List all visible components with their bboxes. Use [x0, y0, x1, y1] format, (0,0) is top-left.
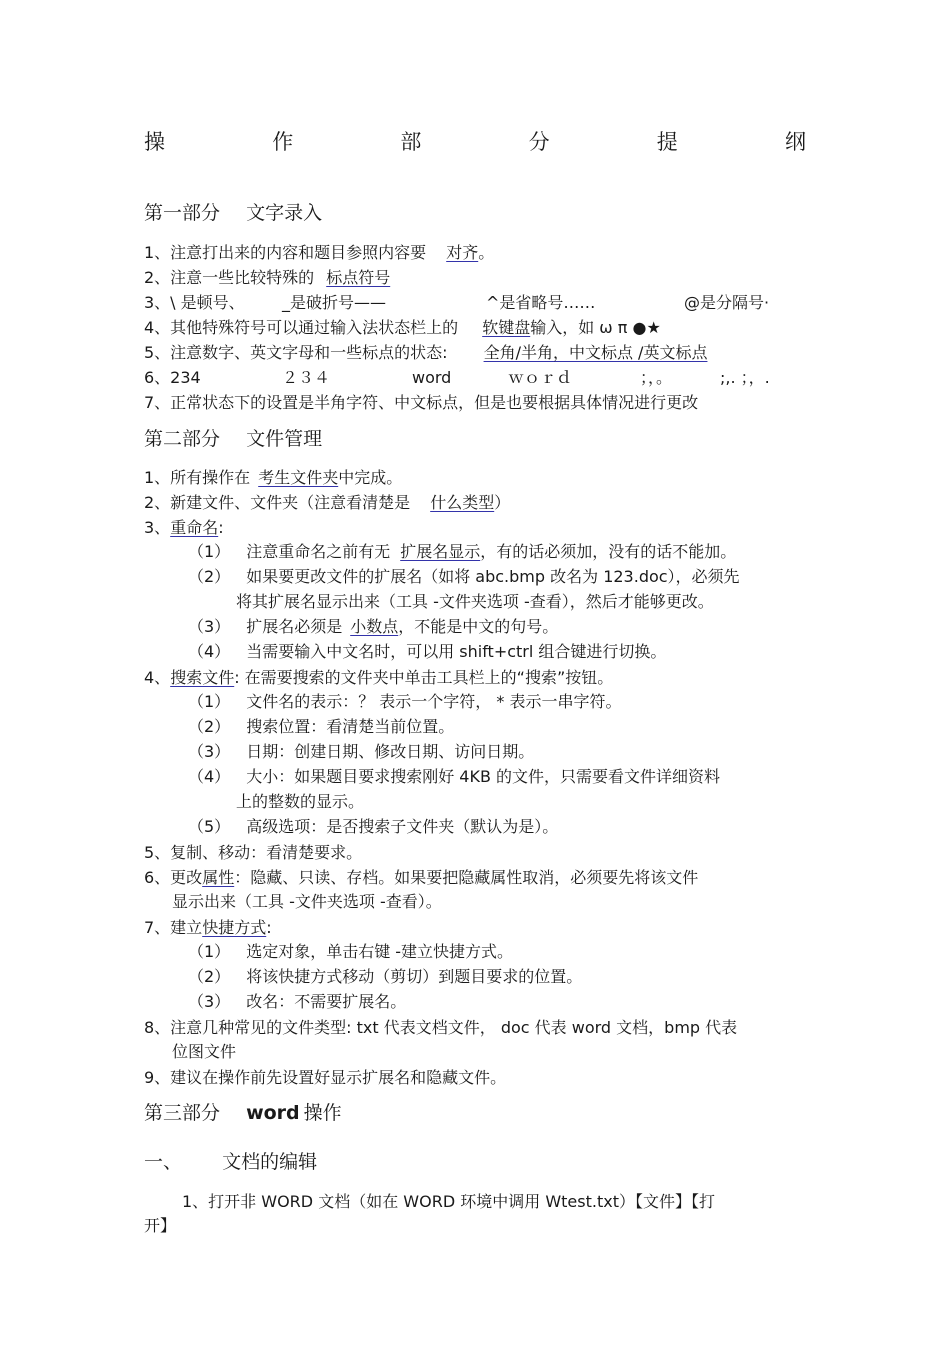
- underlined-term: 什么类型: [430, 493, 495, 512]
- underlined-term: 搜索文件: [170, 668, 235, 687]
- text: 当需要输入中文名时，可以用 shift+ctrl 组合键进行切换。: [246, 642, 667, 661]
- text: 如果要更改文件的扩展名（如将 abc.bmp 改名为 123.doc），必须先: [246, 567, 740, 586]
- text: :: [266, 918, 272, 937]
- title-char: 纲: [784, 130, 806, 154]
- text: 6、234: [144, 368, 201, 387]
- list-item: [144, 868, 698, 888]
- page-title: [144, 126, 806, 156]
- heading-text: 文件管理: [246, 428, 323, 450]
- text: 7、建立: [144, 918, 203, 937]
- underlined-term: 考生文件夹: [258, 468, 339, 487]
- sub-item-number: （4）: [188, 767, 231, 786]
- sub-item-number: （2）: [188, 717, 231, 736]
- text: 搜索位置：看清楚当前位置。: [246, 717, 455, 736]
- sub-item-continuation: 将其扩展名显示出来（工具 -文件夹选项 -查看），然后才能够更改。: [236, 592, 714, 611]
- subsection-number: 一、: [144, 1151, 183, 1173]
- text: _是破折号——: [282, 293, 387, 312]
- text: ;,. ；，.: [720, 368, 770, 387]
- list-item: 5、复制、移动：看清楚要求。: [144, 843, 363, 862]
- subsection-heading: [144, 1152, 317, 1172]
- title-char: 部: [400, 130, 422, 154]
- text: 日期：创建日期、修改日期、访问日期。: [246, 742, 535, 761]
- sub-item: [188, 692, 621, 712]
- sub-item: [188, 817, 558, 837]
- sub-item-number: （3）: [188, 742, 231, 761]
- sub-item: [188, 942, 513, 962]
- title-char: 分: [528, 130, 550, 154]
- list-item: [144, 318, 661, 338]
- text: ；，。: [640, 368, 673, 387]
- sub-item-number: （2）: [188, 967, 231, 986]
- sub-item: [188, 567, 740, 587]
- list-item-continuation: 位图文件: [172, 1042, 237, 1061]
- text: 2、新建文件、文件夹（注意看清楚是: [144, 493, 411, 512]
- section-heading-part1: [144, 203, 322, 223]
- text: 将该快捷方式移动（剪切）到题目要求的位置。: [246, 967, 583, 986]
- text: 输入，如 ω π ●★: [530, 318, 661, 337]
- sub-item-number: （3）: [188, 992, 231, 1011]
- list-item: [144, 293, 806, 313]
- text: ^是省略号……: [486, 293, 596, 312]
- text: 中完成。: [338, 468, 403, 487]
- sub-item: [188, 542, 736, 562]
- paragraph: 1、打开非 WORD 文档（如在 WORD 环境中调用 Wtest.txt）【文件】【打: [182, 1192, 715, 1211]
- underlined-term: 重命名: [170, 518, 219, 537]
- sub-item: [188, 717, 454, 737]
- text: 高级选项：是否搜索子文件夹（默认为是）。: [246, 817, 559, 836]
- text: 2、注意一些比较特殊的: [144, 268, 315, 287]
- section-heading-part3: [144, 1103, 342, 1123]
- underlined-term: 属性: [202, 868, 235, 887]
- list-item: [144, 468, 402, 488]
- underlined-term: 快捷方式: [202, 918, 267, 937]
- list-item: [144, 918, 272, 938]
- heading-number: 第三部分: [144, 1102, 221, 1124]
- title-char: 作: [272, 130, 294, 154]
- text: 1、所有操作在: [144, 468, 251, 487]
- text: 选定对象，单击右键 -建立快捷方式。: [246, 942, 514, 961]
- text: 文件名的表示：？ 表示一个字符， * 表示一串字符。: [246, 692, 622, 711]
- text: 大小：如果题目要求搜索刚好 4KB 的文件，只需要看文件详细资料: [246, 767, 721, 786]
- text: word: [412, 368, 452, 387]
- sub-item-number: （4）: [188, 642, 231, 661]
- text: 6、更改: [144, 868, 203, 887]
- subsection-text: 文档的编辑: [222, 1151, 318, 1173]
- underlined-term: 软键盘: [482, 318, 531, 337]
- list-item: [144, 268, 390, 288]
- section-heading-part2: [144, 429, 322, 449]
- list-item: [144, 368, 806, 388]
- text: : 在需要搜索的文件夹中单击工具栏上的“搜索”按钮。: [234, 668, 614, 687]
- text: 3、\ 是顿号、: [144, 293, 245, 312]
- sub-item-number: （3）: [188, 617, 231, 636]
- list-item: 8、注意几种常见的文件类型: txt 代表文档文件， doc 代表 word 文档，bmp 代表: [144, 1018, 738, 1037]
- text: @是分隔号·: [684, 293, 770, 312]
- text: 。: [478, 243, 495, 262]
- underlined-term: 小数点: [350, 617, 399, 636]
- text: 4、: [144, 668, 171, 687]
- sub-item: [188, 617, 558, 637]
- list-item: [144, 493, 510, 513]
- sub-item-number: （1）: [188, 692, 231, 711]
- text: ，有的话必须加，没有的话不能加。: [480, 542, 737, 561]
- text: ：隐藏、只读、存档。如果要把隐藏属性取消，必须要先将该文件: [234, 868, 699, 887]
- paragraph-continuation: 开】: [144, 1216, 177, 1235]
- sub-item: [188, 642, 666, 662]
- text: :: [218, 518, 224, 537]
- heading-number: 第二部分: [144, 428, 221, 450]
- underlined-term: 标点符号: [326, 268, 391, 287]
- underlined-term: 对齐: [446, 243, 479, 262]
- text: ）: [494, 493, 511, 512]
- list-item: [144, 343, 707, 363]
- text: ２３４: [282, 368, 331, 387]
- text: 5、注意数字、英文字母和一些标点的状态:: [144, 343, 448, 362]
- heading-number: 第一部分: [144, 202, 221, 224]
- sub-item-number: （5）: [188, 817, 231, 836]
- sub-item: [188, 767, 720, 787]
- title-char: 操: [144, 130, 165, 154]
- text: 1、注意打出来的内容和题目参照内容要: [144, 243, 427, 262]
- list-item: [144, 243, 494, 263]
- sub-item-number: （1）: [188, 942, 231, 961]
- sub-item-number: （1）: [188, 542, 231, 561]
- list-item: [144, 668, 613, 688]
- text: 扩展名必须是: [246, 617, 343, 636]
- text: 3、: [144, 518, 171, 537]
- list-item: [144, 518, 224, 538]
- list-item: 9、建议在操作前先设置好显示扩展名和隐藏文件。: [144, 1068, 507, 1087]
- sub-item: [188, 967, 582, 987]
- list-item-continuation: 显示出来（工具 -文件夹选项 -查看）。: [172, 892, 442, 911]
- text: 注意重命名之前有无: [246, 542, 391, 561]
- underlined-term: 全角/半角，中文标点 /英文标点: [483, 343, 708, 362]
- underlined-term: 扩展名显示: [400, 542, 481, 561]
- sub-item: [188, 742, 534, 762]
- sub-item: [188, 992, 406, 1012]
- text: ，不能是中文的句号。: [398, 617, 559, 636]
- sub-item-number: （2）: [188, 567, 231, 586]
- title-char: 提: [656, 130, 678, 154]
- heading-text: 文字录入: [246, 202, 323, 224]
- text: 改名：不需要扩展名。: [246, 992, 407, 1011]
- heading-bold-text: word: [246, 1102, 300, 1124]
- text: ｗｏｒｄ: [508, 368, 573, 387]
- heading-text: 操作: [303, 1102, 342, 1124]
- sub-item-continuation: 上的整数的显示。: [236, 792, 365, 811]
- list-item: 7、正常状态下的设置是半角字符、中文标点，但是也要根据具体情况进行更改: [144, 393, 699, 412]
- text: 4、其他特殊符号可以通过输入法状态栏上的: [144, 318, 459, 337]
